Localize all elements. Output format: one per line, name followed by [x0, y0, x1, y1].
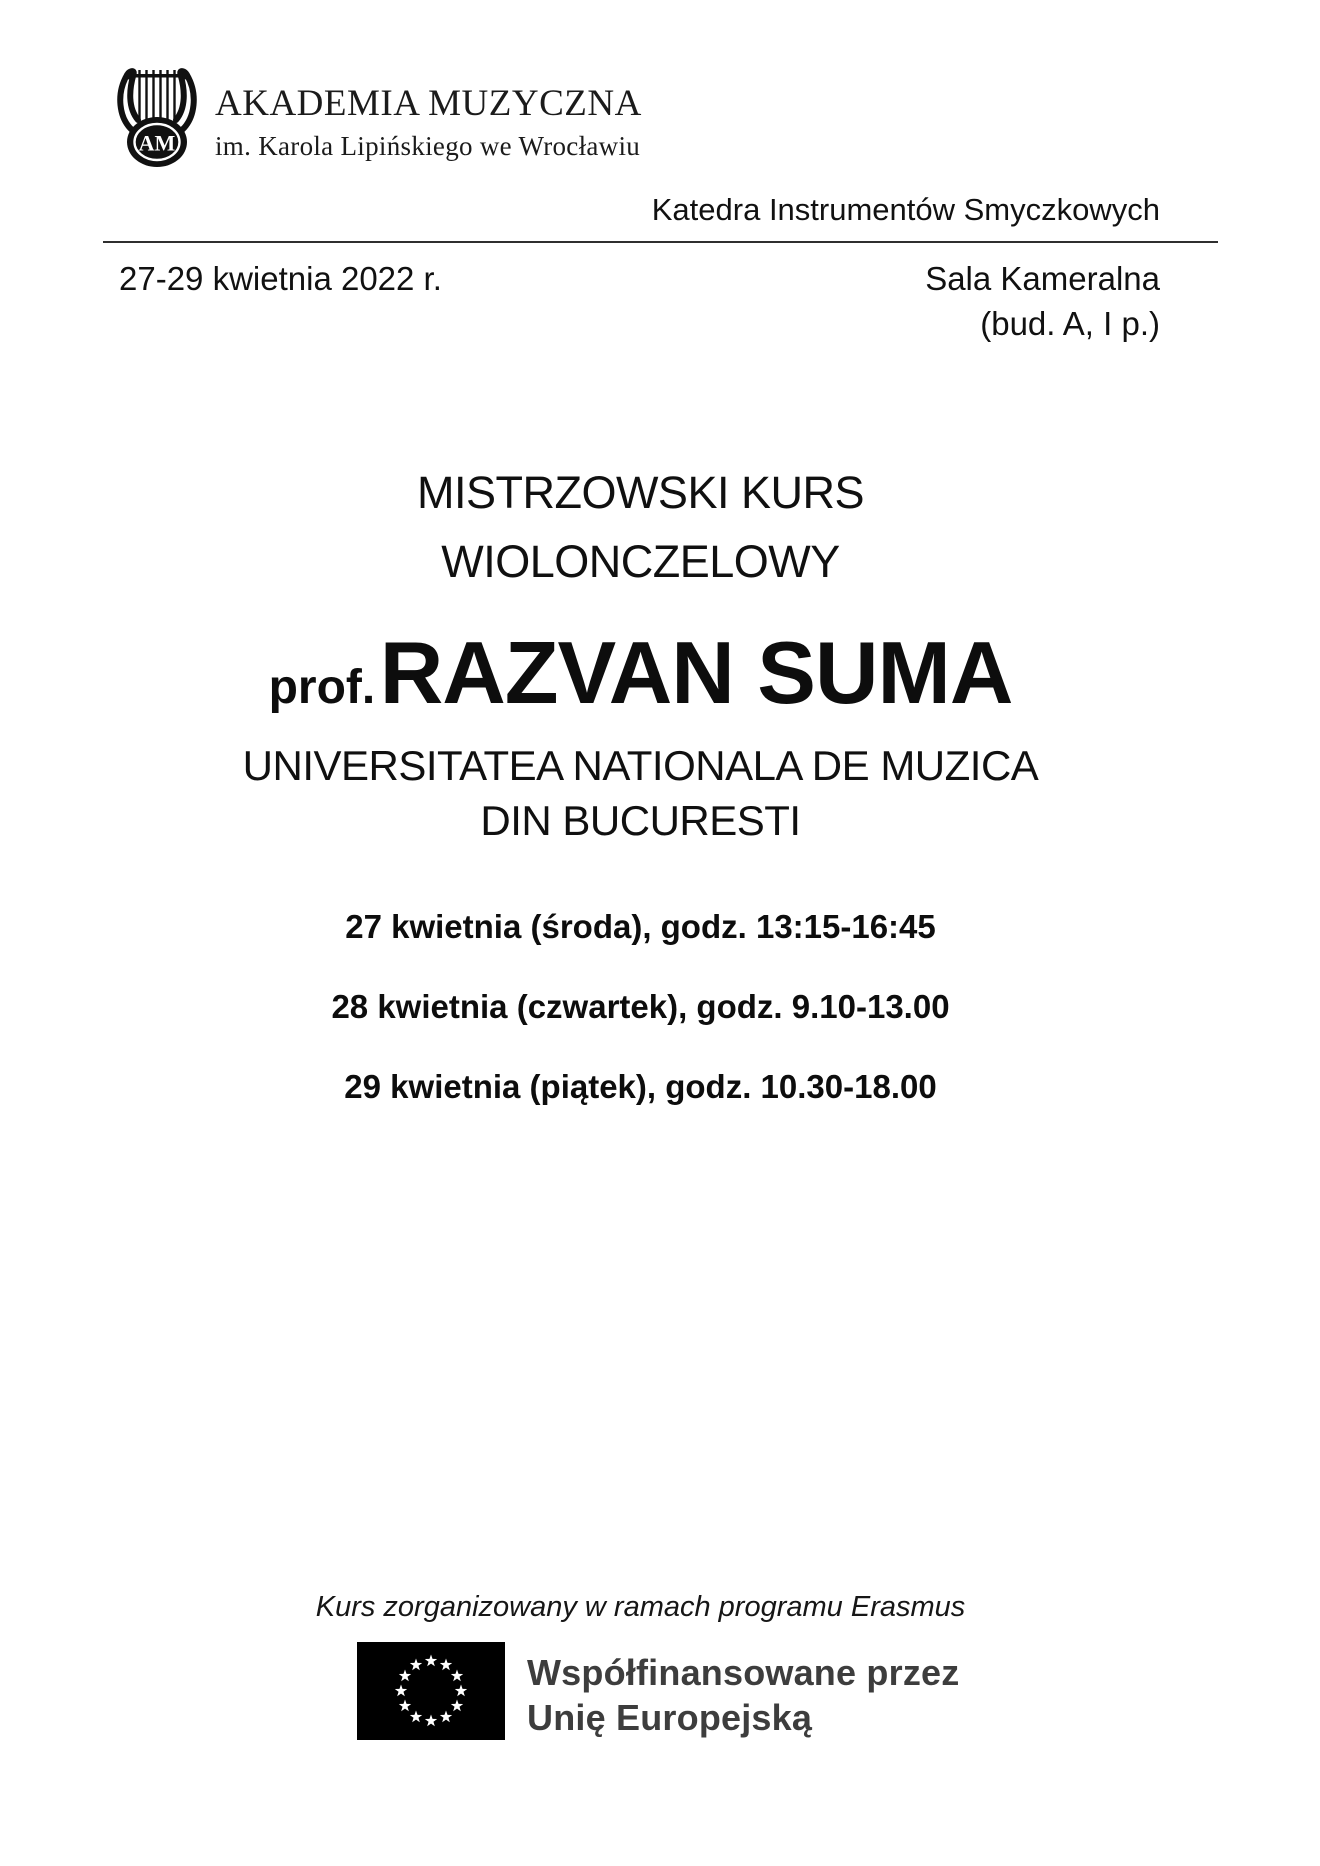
university-line2: DIN BUCURESTI [480, 797, 801, 845]
footer [103, 1591, 1218, 1740]
course-title-line1: MISTRZOWSKI KURS [416, 467, 864, 519]
logo-monogram: AM [138, 130, 176, 156]
eu-funding-line1: Współfinansowane przez [527, 1652, 960, 1693]
professor-prefix: prof. [268, 661, 376, 715]
eu-funding-line2: Unię Europejską [527, 1697, 813, 1738]
session-3: 29 kwietnia (piątek), godz. 10.30-18.00 [344, 1068, 937, 1106]
eu-flag-icon [357, 1642, 505, 1740]
venue-block [925, 257, 1160, 346]
eu-funding-block [103, 1642, 1218, 1740]
venue-building: (bud. A, I p.) [980, 304, 1160, 342]
department-name: Katedra Instrumentów Smyczkowych [651, 192, 1160, 227]
academy-name-block [215, 64, 642, 162]
session-2: 28 kwietnia (czwartek), godz. 9.10-13.00 [331, 988, 950, 1026]
venue-name: Sala Kameralna [925, 260, 1160, 297]
event-dates: 27-29 kwietnia 2022 r. [119, 260, 442, 297]
event-info-row [103, 257, 1218, 346]
professor-name: RAZVAN SUMA [379, 623, 1013, 723]
university-name [103, 738, 1178, 848]
course-title-line2: WIOLONCZELOWY [441, 536, 840, 588]
academy-subtitle: im. Karola Lipińskiego we Wrocławiu [215, 130, 641, 161]
eu-funding-text [527, 1642, 959, 1740]
lyre-icon [115, 64, 199, 168]
academy-logo-header [103, 64, 1218, 168]
session-schedule [103, 910, 1178, 1104]
course-block [103, 346, 1178, 1104]
erasmus-note: Kurs zorganizowany w ramach programu Erasmus [315, 1591, 966, 1623]
university-line1: UNIVERSITATEA NATIONALA DE MUZICA [242, 742, 1039, 790]
session-1: 27 kwietnia (środa), godz. 13:15-16:45 [345, 908, 936, 946]
header-divider [103, 241, 1218, 243]
course-title [103, 458, 1178, 596]
academy-name: AKADEMIA MUZYCZNA [215, 83, 642, 124]
professor-line [103, 622, 1178, 724]
